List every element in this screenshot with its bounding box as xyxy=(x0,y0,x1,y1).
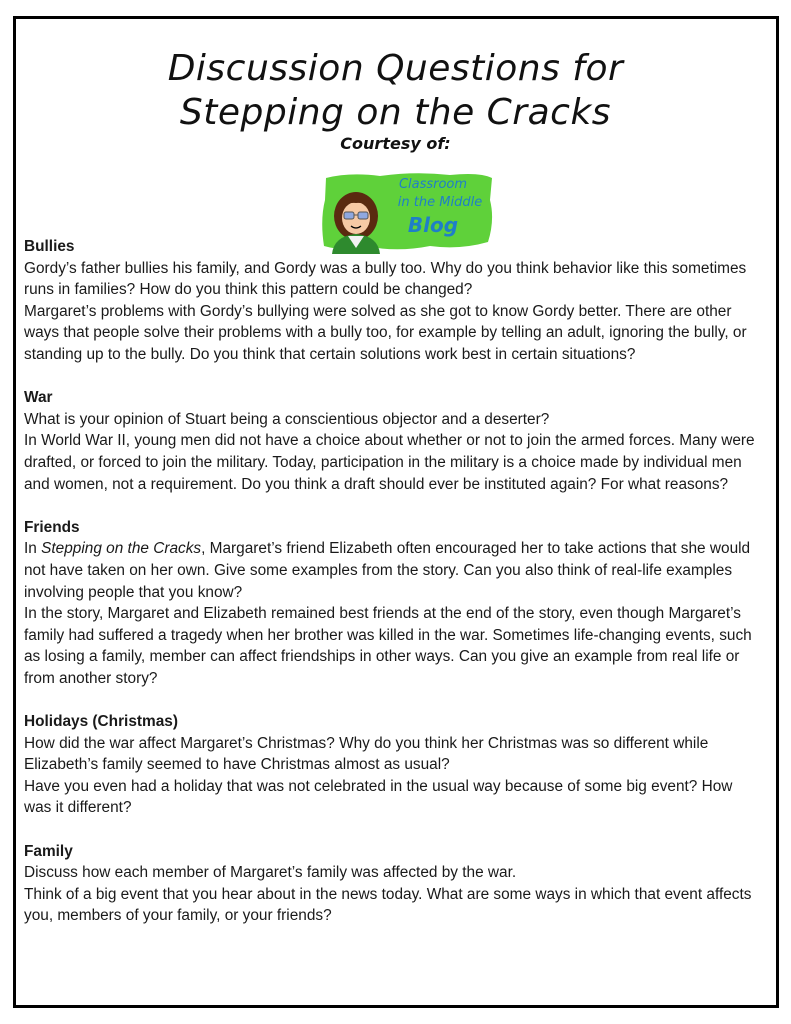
section-bullies xyxy=(24,236,764,366)
logo-line1: Classroom xyxy=(398,177,468,192)
question-paragraph: Gordy’s father bullies his family, and Gordy was a bully too. Why do you think behavior like this sometimes runs in families? How do you think this pattern could be changed? xyxy=(24,259,747,299)
section-heading: Friends xyxy=(24,518,80,536)
section-heading: War xyxy=(24,389,53,407)
question-paragraph: Margaret’s problems with Gordy’s bullying were solved as she got to know Gordy better. There are other ways that people solve their problems with a bully too, for example by telling an adult, ignoring the bully, or standing up to the bully. Do you think that certain solutions work best in certain situations? xyxy=(24,302,747,363)
paragraph-prefix: In xyxy=(24,540,42,558)
section-friends xyxy=(24,517,764,690)
question-paragraph: Have you even had a holiday that was not celebrated in the usual way because of some big event? How was it different? xyxy=(24,777,733,817)
book-title-italic: Stepping on the Cracks xyxy=(41,540,202,558)
questions-content xyxy=(24,236,764,949)
section-heading: Holidays (Christmas) xyxy=(24,713,178,731)
section-family xyxy=(24,841,764,927)
section-heading: Family xyxy=(24,842,73,860)
logo-line2: in the Middle xyxy=(397,195,483,210)
question-paragraph: What is your opinion of Stuart being a conscientious objector and a deserter? xyxy=(24,410,550,428)
question-paragraph: Think of a big event that you hear about in the news today. What are some ways in which that event affects you, members of your family, or your friends? xyxy=(24,885,752,925)
paragraph-suffix: , Margaret’s friend Elizabeth often encouraged her to take actions that she would not have taken on her own. Give some examples from the story. Can you also think of real-life examples involving people that you know? xyxy=(24,540,751,601)
page-title-line2: Stepping on the Cracks xyxy=(179,92,612,133)
page-title-line1: Discussion Questions for xyxy=(167,48,624,89)
question-paragraph: Discuss how each member of Margaret’s family was affected by the war. xyxy=(24,864,517,882)
section-holidays xyxy=(24,711,764,819)
logo-text xyxy=(380,176,496,238)
courtesy-label: Courtesy of: xyxy=(340,134,451,153)
section-heading: Bullies xyxy=(24,238,75,255)
section-war xyxy=(24,387,764,495)
logo-line3: Blog xyxy=(407,213,459,237)
question-paragraph: How did the war affect Margaret’s Christmas? Why do you think her Christmas was so different while Elizabeth’s family seemed to have Christmas almost as usual? xyxy=(24,734,709,774)
question-paragraph xyxy=(24,538,764,603)
question-paragraph: In World War II, young men did not have a choice about whether or not to join the armed forces. Many were drafted, or forced to join the military. Today, participation in the military is a choice made by individual men and women, not a requirement. Do you think a draft should ever be instituted again? For what reasons? xyxy=(24,432,755,493)
question-paragraph: In the story, Margaret and Elizabeth remained best friends at the end of the story, even though Margaret’s family had suffered a tragedy when her brother was killed in the war. Sometimes life-changing events, such as losing a family, member can affect friendships in other ways. Can you give an example from real life or from another story? xyxy=(24,605,752,687)
